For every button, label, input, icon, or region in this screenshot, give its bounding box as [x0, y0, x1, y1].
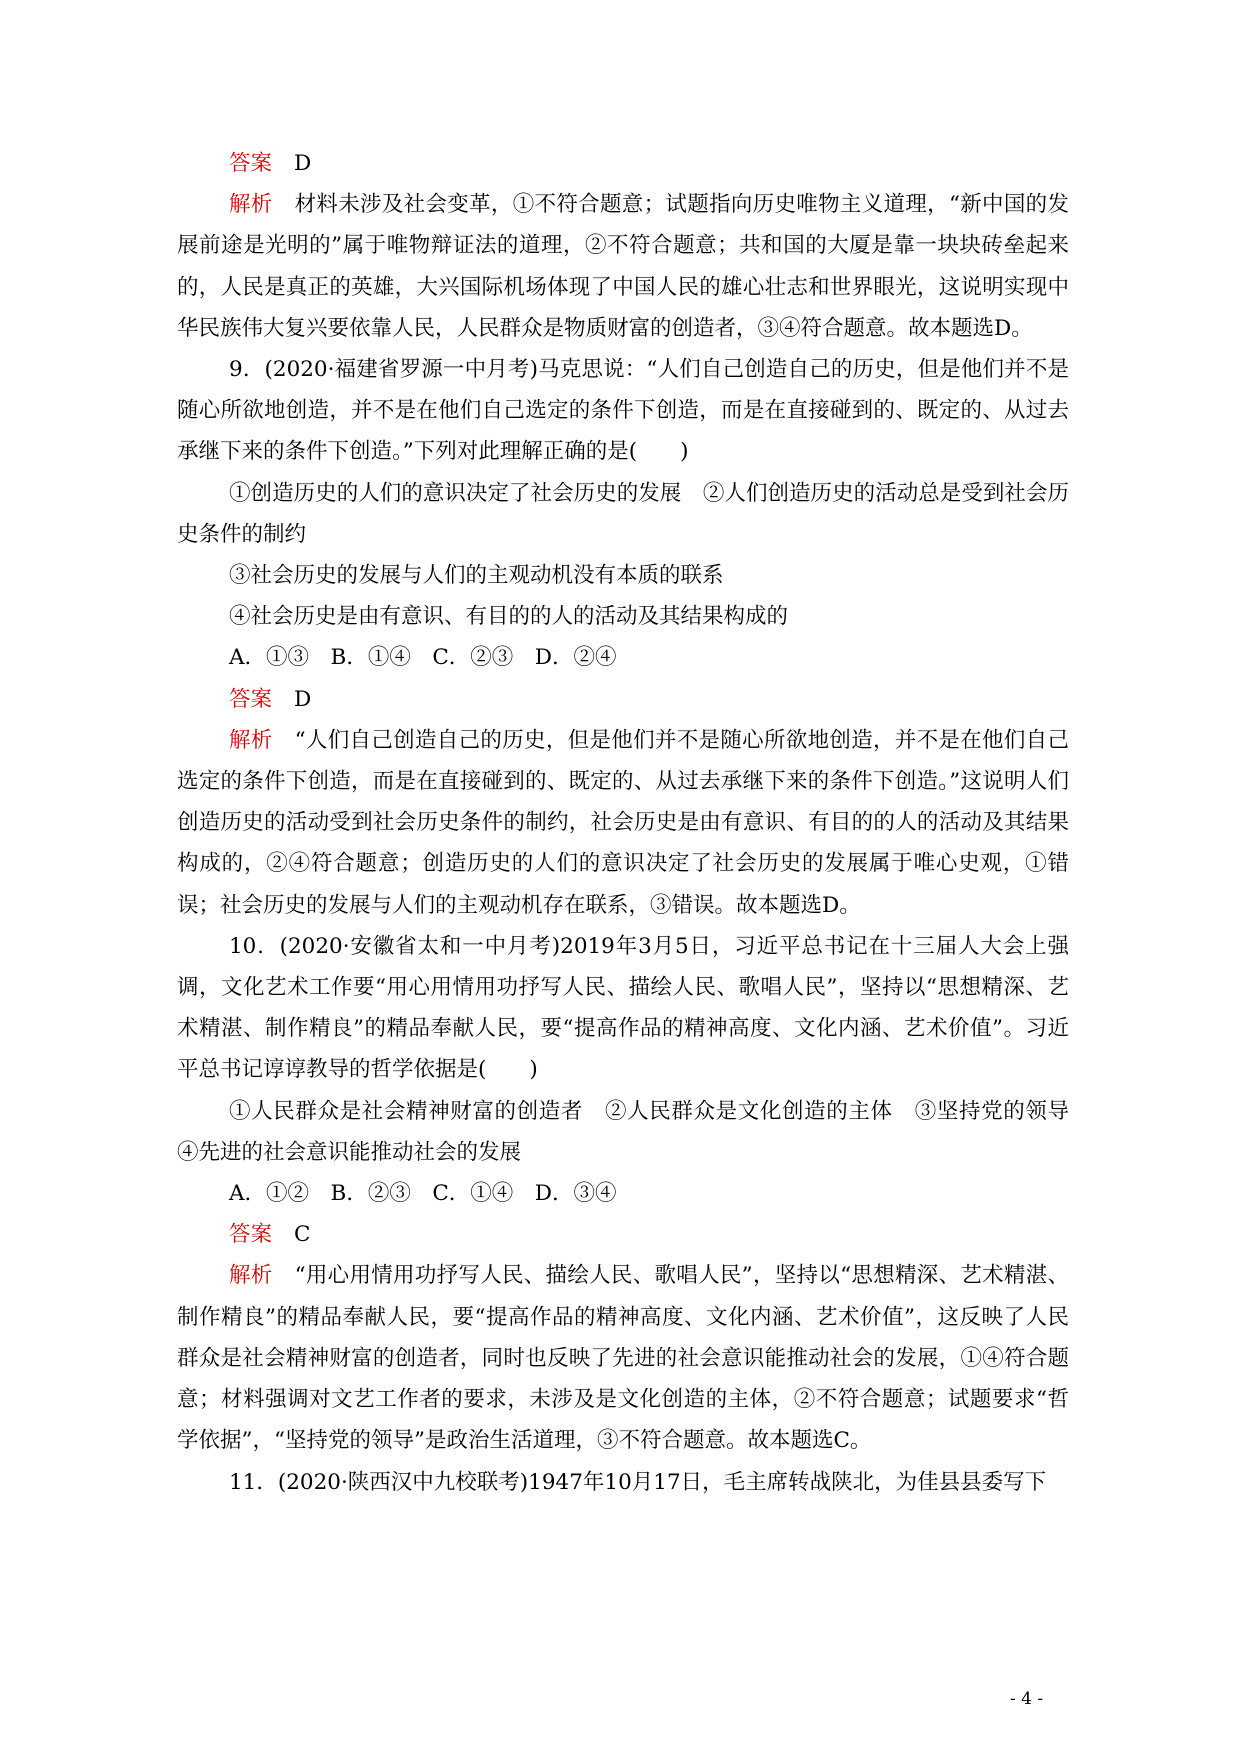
- answer-value: D: [294, 686, 312, 712]
- answer-label: 答案: [229, 151, 273, 176]
- analysis-label: 解析: [229, 727, 273, 753]
- answer-line: [177, 1214, 1069, 1255]
- analysis-text: “人们自己创造自己的历史，但是他们并不是随心所欲地创造，并不是在他们自己选定的条件下创造，而是在直接碰到的、既定的、从过去承继下来的条件下创造。”这说明人们创造历史的活动受到社会历史条件的制约，社会历史是由有意识、有目的的人的活动及其结果构成的，②④符合题意；创造历史的人们的意识决定了社会历史的发展属于唯心史观，①错误；社会历史的发展与人们的主观动机存在联系，③错误。故本题选D。: [177, 727, 1069, 918]
- analysis-paragraph: [177, 720, 1069, 926]
- analysis-label: 解析: [229, 192, 273, 218]
- answer-value: D: [294, 151, 312, 176]
- statement-item: ④社会历史是由有意识、有目的的人的活动及其结果构成的: [229, 604, 789, 630]
- analysis-paragraph: [177, 184, 1069, 349]
- analysis-text: “用心用情用功抒写人民、描绘人民、歌唱人民”，坚持以“思想精深、艺术精湛、制作精良”的精品奉献人民，要“提高作品的精神高度、文化内涵、艺术价值”，这反映了人民群众是社会精神财富的创造者，同时也反映了先进的社会意识能推动社会的发展，①④符合题意；材料强调对文艺工作者的要求，未涉及是文化创造的主体，②不符合题意；试题要求“哲学依据”，“坚持党的领导”是政治生活道理，③不符合题意。故本题选C。: [177, 1263, 1069, 1454]
- statement-item: ③社会历史的发展与人们的主观动机没有本质的联系: [229, 563, 724, 589]
- analysis-paragraph: [177, 1255, 1069, 1461]
- analysis-text: 材料未涉及社会变革，①不符合题意；试题指向历史唯物主义道理，“新中国的发展前途是光明的”属于唯物辩证法的道理，②不符合题意；共和国的大厦是靠一块块砖垒起来的，人民是真正的英雄，大兴国际机场体现了中国人民的雄心壮志和世界眼光，这说明实现中华民族伟大复兴要依靠人民，人民群众是物质财富的创造者，③④符合题意。故本题选D。: [177, 192, 1069, 341]
- answer-options: A．①③ B．①④ C．②③ D．②④: [229, 645, 617, 671]
- question-stem: 10．(2020·安徽省太和一中月考)2019年3月5日，习近平总书记在十三届人大会上强调，文化艺术工作要“用心用情用功抒写人民、描绘人民、歌唱人民”，坚持以“思想精深、艺术精湛、制作精良”的精品奉献人民，要“提高作品的精神高度、文化内涵、艺术价值”。习近平总书记谆谆教导的哲学依据是( ): [177, 933, 1069, 1083]
- answer-label: 答案: [229, 686, 273, 712]
- statement-item: ①人民群众是社会精神财富的创造者 ②人民群众是文化创造的主体 ③坚持党的领导 ④先进的社会意识能推动社会的发展: [177, 1098, 1091, 1165]
- answer-line: [177, 143, 1069, 184]
- answer-label: 答案: [229, 1222, 273, 1248]
- question-stem: 11．(2020·陕西汉中九校联考)1947年10月17日，毛主席转战陕北，为佳县县委写下: [229, 1469, 1047, 1495]
- answer-options: A．①② B．②③ C．①④ D．③④: [229, 1181, 617, 1207]
- document-body: [177, 143, 1091, 1503]
- analysis-label: 解析: [229, 1263, 273, 1289]
- page-number: - 4 -: [1010, 1689, 1044, 1709]
- answer-line: [177, 679, 1069, 720]
- question-stem: 9．(2020·福建省罗源一中月考)马克思说：“人们自己创造自己的历史，但是他们并不是随心所欲地创造，并不是在他们自己选定的条件下创造，而是在直接碰到的、既定的、从过去承继下来的条件下创造。”下列对此理解正确的是( ): [177, 357, 1069, 465]
- answer-value: C: [294, 1222, 311, 1248]
- statement-item: ①创造历史的人们的意识决定了社会历史的发展 ②人们创造历史的活动总是受到社会历史条件的制约: [177, 480, 1069, 547]
